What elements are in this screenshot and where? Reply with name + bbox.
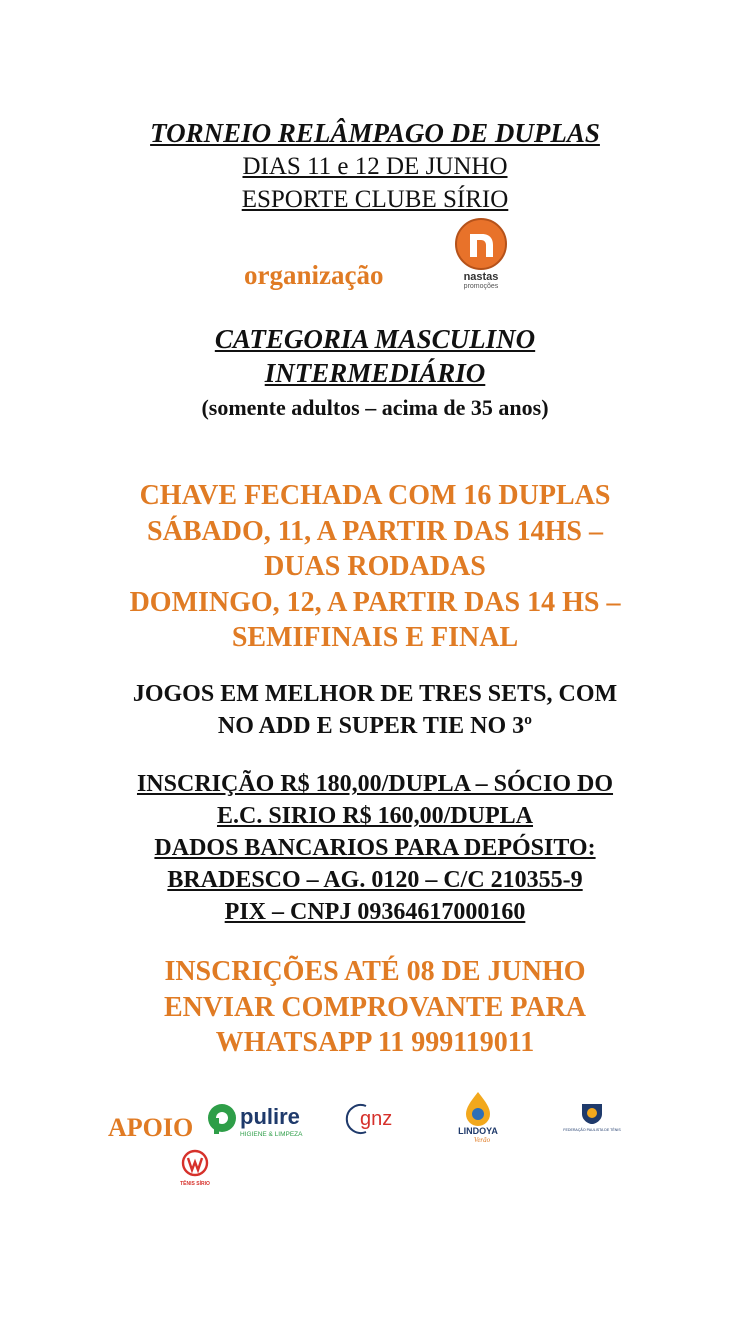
support-label: APOIO: [108, 1113, 194, 1142]
deadline-line: ENVIAR COMPROVANTE PARA: [163, 991, 587, 1023]
schedule-line: DUAS RODADAS: [264, 551, 486, 582]
organization-label: organização: [244, 260, 384, 290]
games-format-block: [0, 678, 750, 742]
registration-line: BRADESCO – AG. 0120 – C/C 210355-9: [167, 867, 583, 893]
pulire-logo-tagline: HIGIENE & LIMPEZA: [240, 1131, 303, 1138]
lindoya-logo-text: LINDOYA: [458, 1126, 498, 1136]
nastas-logo-text: nastas: [463, 271, 499, 283]
federacao-paulista-tenis-logo: [563, 1102, 621, 1134]
games-line: NO ADD E SUPER TIE NO 3º: [217, 713, 533, 739]
federacao-logo-text: FEDERAÇÃO PAULISTA DE TÊNIS: [563, 1128, 621, 1132]
games-line: JOGOS EM MELHOR DE TRES SETS, COM: [132, 681, 618, 707]
category-line-1: CATEGORIA MASCULINO: [214, 324, 536, 354]
tournament-venue: ESPORTE CLUBE SÍRIO: [241, 186, 509, 213]
category-line-2: INTERMEDIÁRIO: [264, 358, 486, 388]
schedule-line: SÁBADO, 11, A PARTIR DAS 14HS –: [147, 515, 603, 547]
lindoya-logo-tagline: Verão: [473, 1136, 491, 1144]
tournament-title: TORNEIO RELÂMPAGO DE DUPLAS: [150, 118, 600, 148]
tournament-title-block: [0, 116, 750, 216]
pulire-logo: [206, 1100, 302, 1140]
tournament-dates: DIAS 11 e 12 DE JUNHO: [242, 153, 508, 180]
deadline-block: [0, 954, 750, 1061]
tenis-sirio-logo-text: TÊNIS SÍRIO: [180, 1181, 210, 1187]
category-block: [0, 322, 750, 390]
registration-line: INSCRIÇÃO R$ 180,00/DUPLA – SÓCIO DO: [136, 771, 614, 797]
pulire-logo-text: pulire: [240, 1104, 300, 1129]
registration-line: PIX – CNPJ 09364617000160: [224, 899, 526, 925]
tenis-sirio-logo: [178, 1148, 212, 1188]
deadline-line: INSCRIÇÕES ATÉ 08 DE JUNHO: [164, 956, 586, 987]
registration-block: [0, 768, 750, 928]
schedule-block: [0, 478, 750, 656]
nastas-logo-subtext: promoções: [463, 283, 499, 290]
deadline-line: WHATSAPP 11 999119011: [215, 1027, 535, 1058]
lindoya-logo: [460, 1090, 496, 1144]
gnz-logo-text: gnz: [360, 1108, 393, 1130]
nastas-promocoes-logo: [448, 214, 514, 290]
registration-line: E.C. SIRIO R$ 160,00/DUPLA: [216, 803, 534, 829]
gnz-logo: [346, 1102, 408, 1136]
registration-line: DADOS BANCARIOS PARA DEPÓSITO:: [154, 835, 596, 861]
category-note: (somente adultos – acima de 35 anos): [201, 395, 549, 420]
schedule-line: DOMINGO, 12, A PARTIR DAS 14 HS –: [129, 586, 621, 618]
schedule-line: SEMIFINAIS E FINAL: [231, 622, 519, 653]
schedule-line: CHAVE FECHADA COM 16 DUPLAS: [139, 480, 611, 511]
